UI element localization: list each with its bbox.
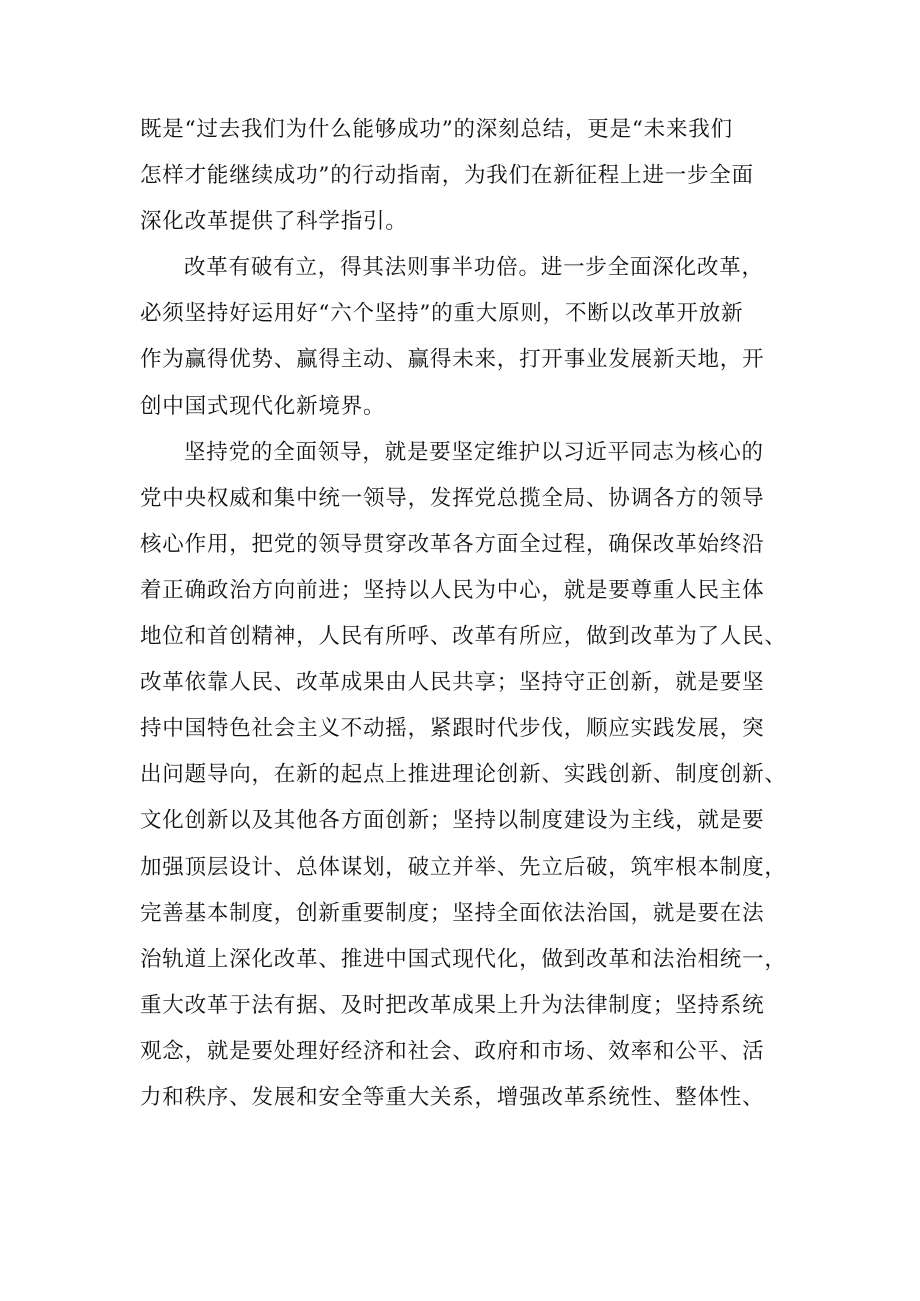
text-line: 地位和首创精神，人民有所呼、改革有所应，做到改革为了人民、: [140, 624, 787, 650]
paragraph-3: [140, 430, 790, 1121]
text-line: 深化改革提供了科学指引。: [140, 209, 408, 235]
text-line: 坚持党的全面领导，就是要坚定维护以习近平同志为核心的: [184, 439, 764, 465]
text-line: 作为赢得优势、赢得主动、赢得未来，打开事业发展新天地，开: [140, 347, 765, 373]
text-line: 文化创新以及其他各方面创新；坚持以制度建设为主线，就是要: [140, 808, 765, 834]
text-line: 观念，就是要处理好经济和社会、政府和市场、效率和公平、活: [140, 1038, 765, 1064]
text-line: 改革有破有立，得其法则事半功倍。进一步全面深化改革，: [184, 255, 764, 281]
text-line: 改革依靠人民、改革成果由人民共享；坚持守正创新，就是要坚: [140, 670, 765, 696]
text-line: 完善基本制度，创新重要制度；坚持全面依法治国，就是要在法: [140, 900, 765, 926]
text-line: 必须坚持好运用好“六个坚持”的重大原则，不断以改革开放新: [140, 301, 744, 327]
text-line: 力和秩序、发展和安全等重大关系，增强改革系统性、整体性、: [140, 1084, 765, 1110]
text-line: 加强顶层设计、总体谋划，破立并举、先立后破，筑牢根本制度，: [140, 854, 787, 880]
text-line: 核心作用，把党的领导贯穿改革各方面全过程，确保改革始终沿: [140, 531, 765, 557]
paragraph-1: [140, 107, 790, 245]
text-line: 治轨道上深化改革、推进中国式现代化，做到改革和法治相统一，: [140, 946, 787, 972]
text-line: 重大改革于法有据、及时把改革成果上升为法律制度；坚持系统: [140, 992, 765, 1018]
text-line: 出问题导向，在新的起点上推进理论创新、实践创新、制度创新、: [140, 762, 787, 788]
text-line: 党中央权威和集中统一领导，发挥党总揽全局、协调各方的领导: [140, 485, 765, 511]
text-line: 既是“过去我们为什么能够成功”的深刻总结，更是“未来我们: [140, 117, 733, 142]
text-line: 着正确政治方向前进；坚持以人民为中心，就是要尊重人民主体: [140, 577, 765, 603]
text-line: 怎样才能继续成功”的行动指南，为我们在新征程上进一步全面: [140, 163, 754, 189]
document-body: [140, 107, 790, 1121]
paragraph-2: [140, 245, 790, 429]
text-line: 创中国式现代化新境界。: [140, 393, 386, 419]
text-line: 持中国特色社会主义不动摇，紧跟时代步伐，顺应实践发展，突: [140, 716, 765, 742]
